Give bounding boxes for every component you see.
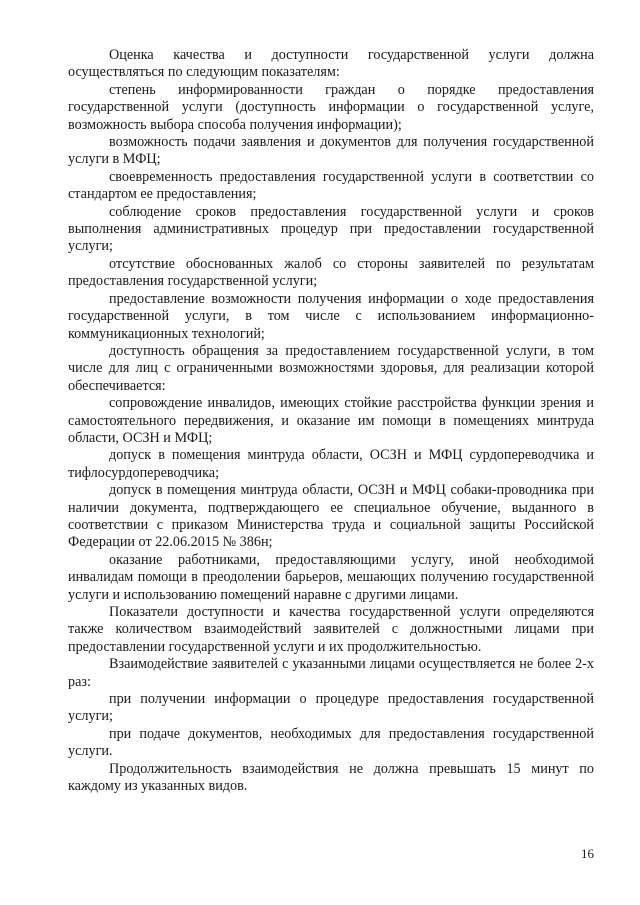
paragraph-duration: Продолжительность взаимодействия не должна превышать 15 минут по каждому из указанных видов. [68,760,594,795]
paragraph-escort: сопровождение инвалидов, имеющих стойкие расстройства функции зрения и самостоятельного передвижения, и оказание им помощи в помещениях минтруда области, ОСЗН и МФЦ; [68,395,594,446]
paragraph-no-complaints: отсутствие обоснованных жалоб со стороны заявителей по результатам предоставления государственной услуги; [68,255,594,290]
paragraph-progress-info: предоставление возможности получения информации о ходе предоставления государственной услуги, в том числе с использованием информационно-коммуникационных технологий; [68,290,594,342]
paragraph-accessibility: доступность обращения за предоставлением государственной услуги, в том числе для лиц с ограниченными возможностями здоровья, для реализации которой обеспечивается: [68,342,594,394]
paragraph-mfc-submission: возможность подачи заявления и документов для получения государственной услуги в МФЦ; [68,134,594,168]
paragraph-quality-assessment-intro: Оценка качества и доступности государственной услуги должна осуществляться по следующим показателям: [68,47,594,81]
paragraph-interaction-limit: Взаимодействие заявителей с указанными лицами осуществляется не более 2-х раз: [68,656,594,690]
paragraph-info-request: при получении информации о процедуре предоставления государственной услуги; [68,691,594,725]
paragraph-document-submission: при подаче документов, необходимых для предоставления государственной услуги. [68,725,594,760]
paragraph-informedness: степень информированности граждан о порядке предоставления государственной услуги (доступность информации о государственной услуге, возможность выбора способа получения информации); [68,81,594,133]
page-number: 16 [581,846,594,861]
paragraph-staff-assistance: оказание работниками, предоставляющими услугу, иной необходимой инвалидам помощи в преодолении барьеров, мешающих получению государственной услуги и использованию помещений наравне с другими лицами. [68,551,594,603]
document-body [68,47,594,795]
paragraph-interaction-count: Показатели доступности и качества государственной услуги определяются также количеством взаимодействий заявителей с должностными лицами при предоставлении государственной услуги и их продолжительностью. [68,604,594,655]
paragraph-timeliness: своевременность предоставления государственной услуги в соответствии со стандартом ее предоставления; [68,168,594,203]
paragraph-sign-interpreter: допуск в помещения минтруда области, ОСЗН и МФЦ сурдопереводчика и тифлосурдопереводчика; [68,447,594,481]
paragraph-deadlines: соблюдение сроков предоставления государственной услуги и сроков выполнения административных процедур при предоставлении государственной услуги; [68,203,594,255]
paragraph-guide-dog: допуск в помещения минтруда области, ОСЗН и МФЦ собаки-проводника при наличии документа, подтверждающего ее специальное обучение, выданного в соответствии с приказом Министерства труда и социальной защиты Российской Федерации от 22.06.2015 № 386н; [68,482,594,551]
